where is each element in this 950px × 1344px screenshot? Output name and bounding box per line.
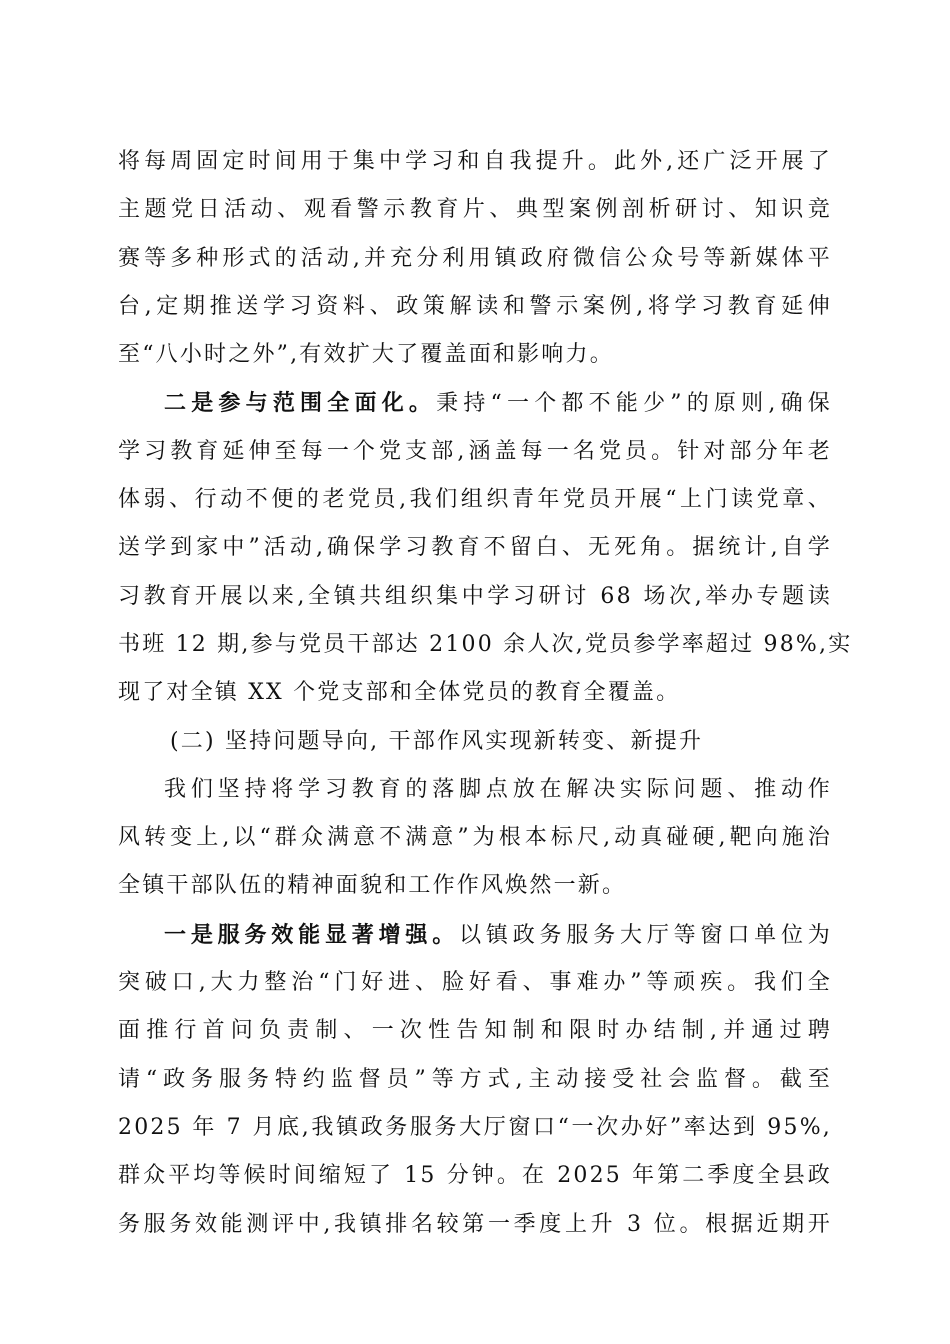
text-line: 台,定期推送学习资料、政策解读和警示案例,将学习教育延伸 (118, 293, 832, 319)
document-body (118, 138, 853, 1249)
section-heading-text: (二) 坚持问题导向, 干部作风实现新转变、新提升 (170, 728, 704, 754)
text-line: 学习教育延伸至每一个党支部,涵盖每一名党员。针对部分年老 (118, 438, 832, 464)
section-heading (118, 718, 832, 766)
paragraph-lead-heading: 一是服务效能显著增强。 (164, 921, 460, 948)
text-line: 务服务效能测评中,我镇排名较第一季度上升 3 位。根据近期开 (118, 1211, 832, 1237)
paragraph-service-efficiency (118, 911, 832, 1249)
text-line: 赛等多种形式的活动,并充分利用镇政府微信公众号等新媒体平 (118, 245, 832, 271)
paragraph-problem-orientation (118, 766, 832, 911)
text-line: 群众平均等候时间缩短了 15 分钟。在 2025 年第二季度全县政 (118, 1163, 832, 1189)
text-line: 书班 12 期,参与党员干部达 2100 余人次,党员参学率超过 98%,实 (118, 631, 853, 657)
text-line: 至“八小时之外”,有效扩大了覆盖面和影响力。 (118, 342, 614, 368)
text-fragment: 以镇政务服务大厅等窗口单位为 (459, 922, 832, 948)
text-line (118, 379, 832, 427)
text-line: 突破口,大力整治“门好进、脸好看、事难办”等顽疾。我们全 (118, 970, 832, 996)
text-line: 2025 年 7 月底,我镇政务服务大厅窗口“一次办好”率达到 95%, (118, 1114, 832, 1140)
text-line (118, 911, 832, 959)
text-line: 送学到家中”活动,确保学习教育不留白、无死角。据统计,自学 (118, 535, 832, 561)
text-line: 全镇干部队伍的精神面貌和工作作风焕然一新。 (118, 873, 627, 899)
text-line: 风转变上,以“群众满意不满意”为根本标尺,动真碰硬,靶向施治 (118, 825, 832, 851)
paragraph-study-time (118, 138, 832, 379)
text-line: 将每周固定时间用于集中学习和自我提升。此外,还广泛开展了 (118, 149, 832, 174)
text-line: 体弱、行动不便的老党员,我们组织青年党员开展“上门读党章、 (118, 487, 832, 513)
text-line: 习教育开展以来,全镇共组织集中学习研讨 68 场次,举办专题读 (118, 583, 832, 609)
paragraph-lead-heading: 二是参与范围全面化。 (164, 390, 437, 417)
text-fragment: 秉持“一个都不能少”的原则,确保 (436, 391, 832, 417)
text-line: 现了对全镇 XX 个党支部和全体党员的教育全覆盖。 (118, 680, 681, 706)
text-line: 主题党日活动、观看警示教育片、典型案例剖析研讨、知识竞 (118, 197, 832, 223)
text-line: 面推行首问负责制、一次性告知制和限时办结制,并通过聘 (118, 1018, 832, 1044)
paragraph-participation-scope (118, 379, 853, 717)
text-line: 请“政务服务特约监督员”等方式,主动接受社会监督。截至 (118, 1066, 832, 1092)
text-line: 我们坚持将学习教育的落脚点放在解决实际问题、推动作 (164, 776, 832, 802)
